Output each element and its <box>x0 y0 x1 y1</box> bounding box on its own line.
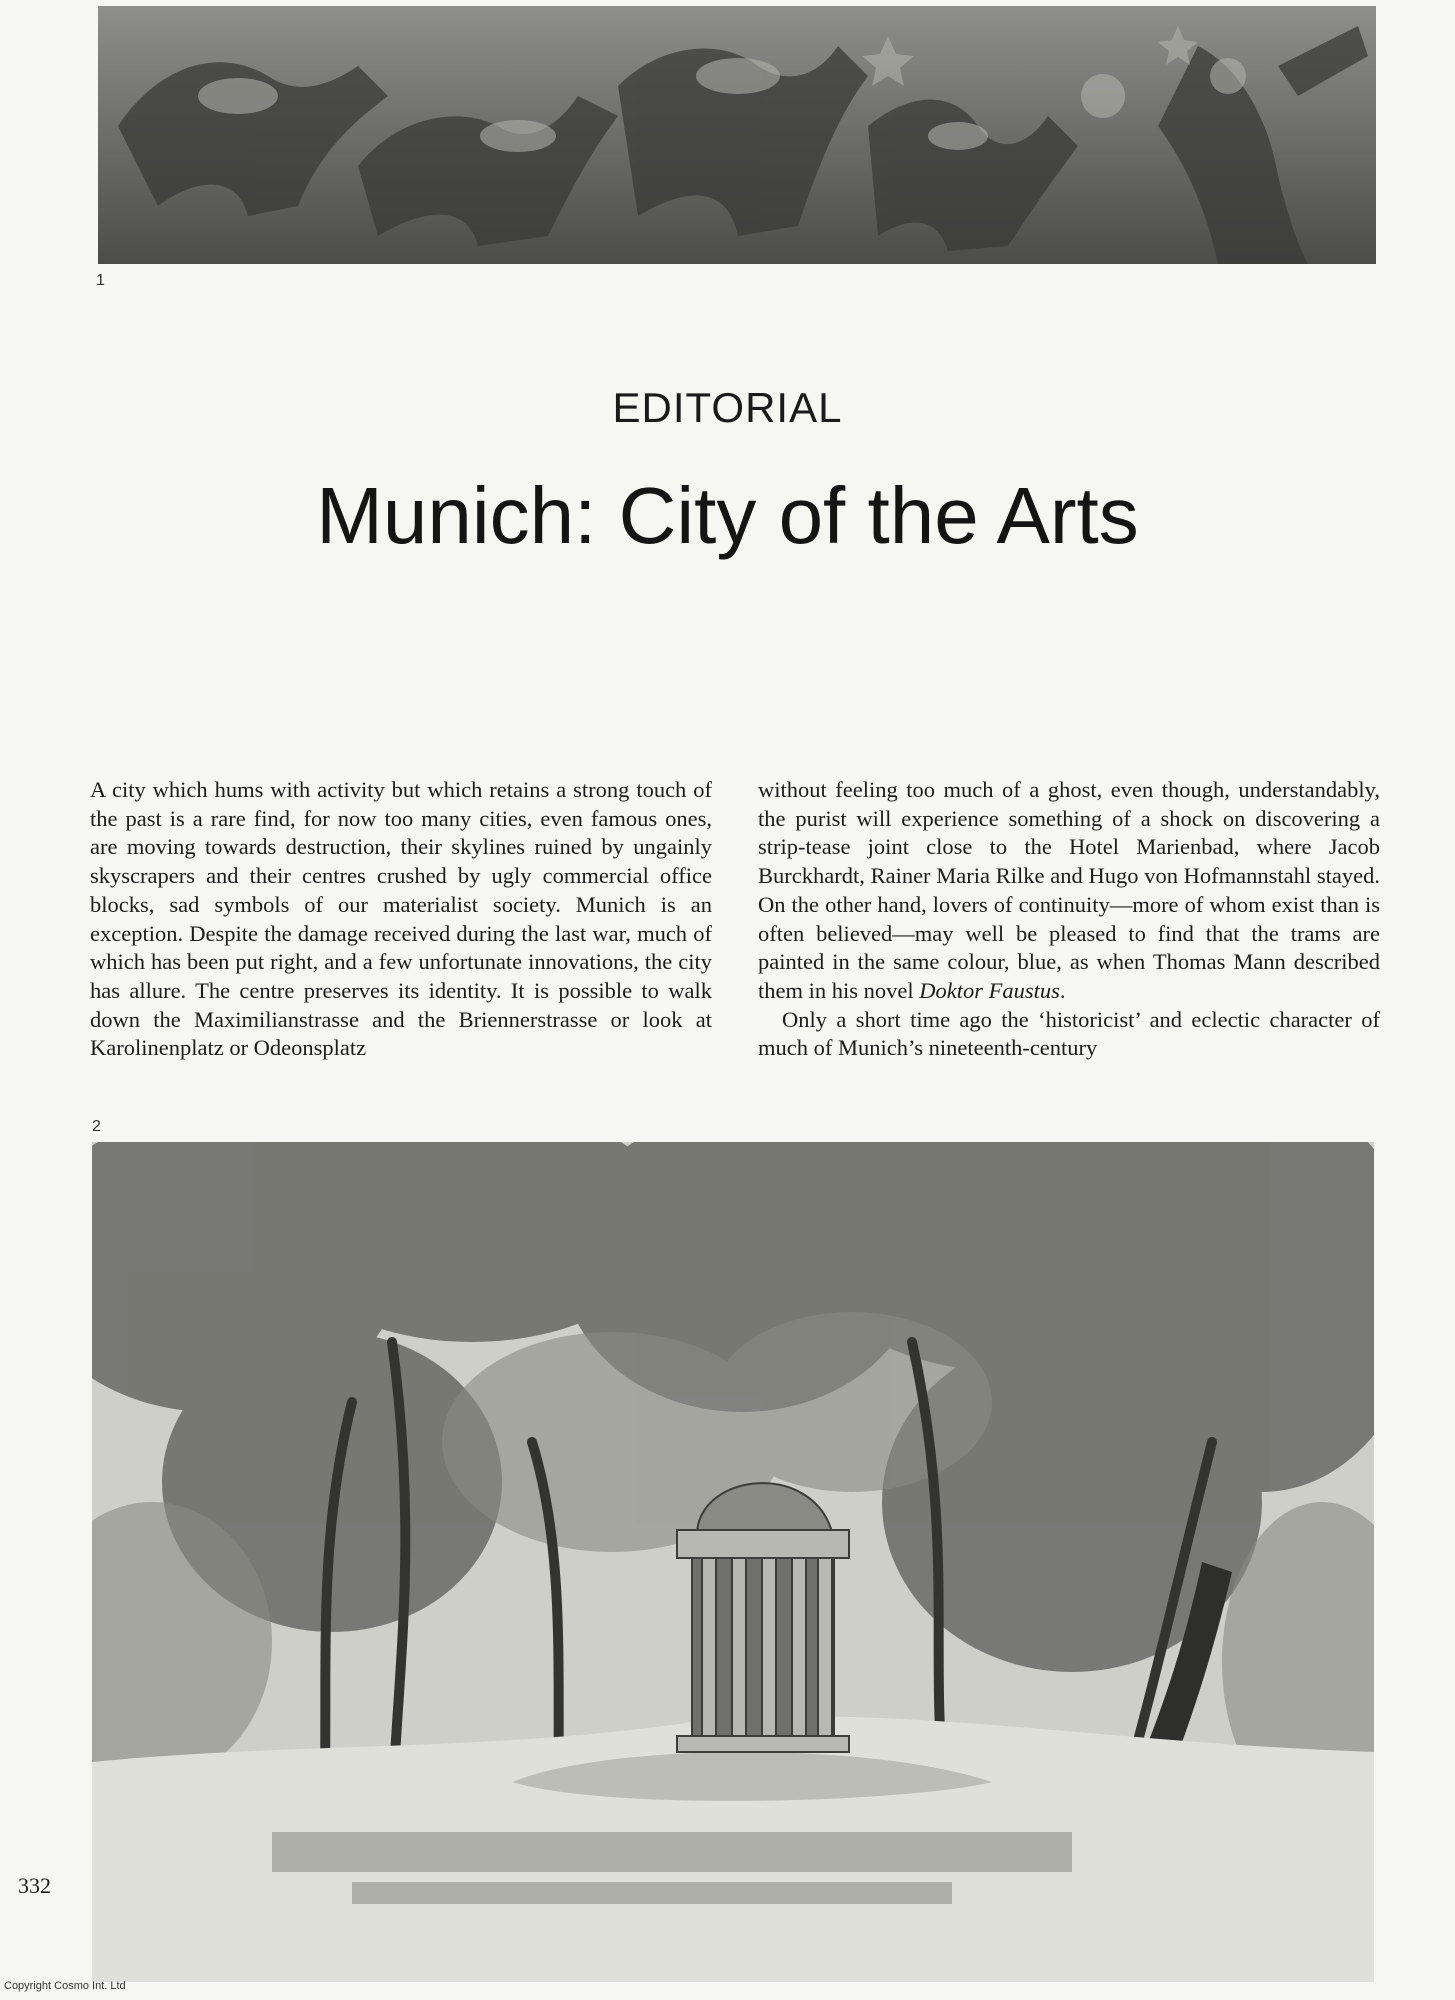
figure-1-relief-frieze <box>98 6 1376 264</box>
rotunda <box>677 1483 849 1752</box>
page-number: 332 <box>18 1873 51 1898</box>
body-column-right <box>758 776 1380 1063</box>
body-text: without feeling too much of a ghost, even though, understandably, the purist will experience something of a shock on discovering a strip-tease joint close to the Hotel Marienbad, where Jacob Burckhardt, Rainer Maria Rilke and Hugo von Hofmannstahl stayed. On the other hand, lovers of continuity—more of whom exist than is often believed—may well be pleased to find that the trams are painted in the same colour, blue, as when Thomas Mann described them in his novel <box>758 777 1380 1003</box>
figure-2-number: 2 <box>92 1118 101 1135</box>
body-paragraph: A city which hums with activity but which retains a strong touch of the past is a rare find, for now too many cities, even famous ones, are moving towards destruction, their skylines ruined by ungainly skyscrapers and their centres crushed by ugly commercial office blocks, sad symbols of our materialist society. Munich is an exception. Despite the damage received during the last war, much of which has been put right, and a few unfortunate innovations, the city has allure. The centre preserves its identity. It is possible to walk down the Maximilianstrasse and the Briennerstrasse or look at Karolinenplatz or Odeonsplatz <box>90 777 712 1061</box>
copyright-notice: Copyright Cosmo Int. Ltd <box>4 1980 126 1992</box>
figure-1-number: 1 <box>96 272 105 289</box>
body-paragraph <box>758 776 1380 1006</box>
article-title: Munich: City of the Arts <box>316 471 1139 560</box>
book-title: Doktor Faustus <box>919 977 1060 1003</box>
section-kicker: EDITORIAL <box>612 384 843 431</box>
body-column-left <box>90 776 712 1063</box>
figure-2-temple-drawing <box>92 1142 1374 1982</box>
body-text: . <box>1059 977 1066 1003</box>
body-paragraph: Only a short time ago the ‘historicist’ and eclectic character of much of Munich’s nineteenth-century <box>758 1006 1380 1061</box>
